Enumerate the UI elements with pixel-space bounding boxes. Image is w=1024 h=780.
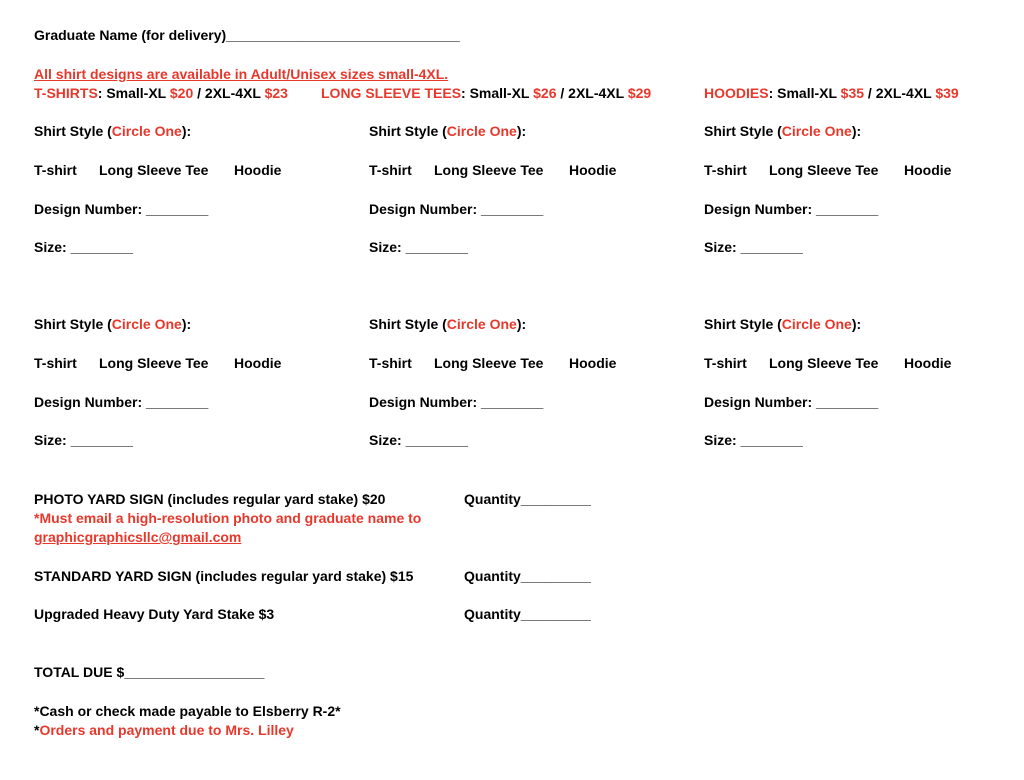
pricing-longsleeve xyxy=(321,85,651,102)
graduate-name-field: Graduate Name (for delivery)______________________________ xyxy=(34,27,460,43)
shirt-option-longsleeve[interactable]: Long Sleeve Tee xyxy=(434,355,544,371)
style-suffix: ): xyxy=(516,316,527,332)
tshirts-small-label: : Small-XL xyxy=(97,85,170,101)
style-circle: Circle One xyxy=(446,316,517,332)
style-prefix: Shirt Style ( xyxy=(34,123,112,139)
style-prefix: Shirt Style ( xyxy=(704,123,782,139)
style-suffix: ): xyxy=(181,123,192,139)
shirt-option-hoodie[interactable]: Hoodie xyxy=(569,162,617,178)
longsleeve-big-price: $29 xyxy=(627,85,652,101)
email-link[interactable]: graphicgraphicsllc@gmail.com xyxy=(34,529,242,545)
size-field: Size: ________ xyxy=(369,239,468,255)
size-field: Size: ________ xyxy=(704,432,803,448)
pricing-tshirts xyxy=(34,85,288,102)
size-field: Size: ________ xyxy=(34,432,133,448)
due-text: Orders and payment due to Mrs. Lilley xyxy=(39,722,294,738)
photo-yard-sign-quantity: Quantity_________ xyxy=(464,491,591,507)
design-number-field: Design Number: ________ xyxy=(369,201,544,217)
style-suffix: ): xyxy=(851,316,862,332)
shirt-option-hoodie[interactable]: Hoodie xyxy=(904,162,952,178)
hoodies-big-price: $39 xyxy=(935,85,959,101)
shirt-option-longsleeve[interactable]: Long Sleeve Tee xyxy=(769,162,879,178)
pricing-hoodies xyxy=(704,85,959,102)
style-prefix: Shirt Style ( xyxy=(369,316,447,332)
style-circle: Circle One xyxy=(111,123,182,139)
photo-yard-sign-label: PHOTO YARD SIGN (includes regular yard stake) $20 xyxy=(34,491,386,507)
style-prefix: Shirt Style ( xyxy=(704,316,782,332)
shirt-option-hoodie[interactable]: Hoodie xyxy=(569,355,617,371)
style-circle: Circle One xyxy=(446,123,517,139)
tshirts-big-price: $23 xyxy=(264,85,288,101)
hoodies-name: HOODIES xyxy=(704,85,769,101)
design-number-field: Design Number: ________ xyxy=(34,201,209,217)
shirt-option-hoodie[interactable]: Hoodie xyxy=(234,162,282,178)
size-field: Size: ________ xyxy=(34,239,133,255)
shirt-style-label xyxy=(369,123,526,140)
shirt-option-tshirt[interactable]: T-shirt xyxy=(34,355,77,371)
size-field: Size: ________ xyxy=(704,239,803,255)
hoodies-sep: / 2XL-4XL xyxy=(864,85,936,101)
size-field: Size: ________ xyxy=(369,432,468,448)
shirt-option-tshirt[interactable]: T-shirt xyxy=(704,162,747,178)
availability-note: All shirt designs are available in Adult/Unisex sizes small-4XL. xyxy=(34,66,449,82)
shirt-option-longsleeve[interactable]: Long Sleeve Tee xyxy=(769,355,879,371)
style-prefix: Shirt Style ( xyxy=(34,316,112,332)
heavy-duty-stake-label: Upgraded Heavy Duty Yard Stake $3 xyxy=(34,606,275,622)
shirt-option-hoodie[interactable]: Hoodie xyxy=(234,355,282,371)
photo-email-note: *Must email a high-resolution photo and graduate name to xyxy=(34,510,422,526)
shirt-option-longsleeve[interactable]: Long Sleeve Tee xyxy=(434,162,544,178)
shirt-style-label xyxy=(34,316,191,333)
style-circle: Circle One xyxy=(781,123,852,139)
due-star: * xyxy=(34,722,40,738)
payment-note: *Cash or check made payable to Elsberry R-2* xyxy=(34,703,341,719)
heavy-duty-stake-quantity: Quantity_________ xyxy=(464,606,591,622)
total-due: TOTAL DUE $__________________ xyxy=(34,664,265,680)
style-suffix: ): xyxy=(851,123,862,139)
longsleeve-name: LONG SLEEVE TEES xyxy=(321,85,462,101)
shirt-style-label xyxy=(34,123,191,140)
shirt-option-hoodie[interactable]: Hoodie xyxy=(904,355,952,371)
tshirts-sep: / 2XL-4XL xyxy=(193,85,265,101)
longsleeve-small-price: $26 xyxy=(533,85,557,101)
hoodies-small-price: $35 xyxy=(840,85,865,101)
due-note xyxy=(34,722,294,739)
hoodies-small-label: : Small-XL xyxy=(768,85,841,101)
standard-yard-sign-label: STANDARD YARD SIGN (includes regular yard stake) $15 xyxy=(34,568,414,584)
longsleeve-small-label: : Small-XL xyxy=(461,85,534,101)
design-number-field: Design Number: ________ xyxy=(704,394,879,410)
style-circle: Circle One xyxy=(781,316,852,332)
style-circle: Circle One xyxy=(111,316,182,332)
shirt-option-tshirt[interactable]: T-shirt xyxy=(369,355,412,371)
standard-yard-sign-quantity: Quantity_________ xyxy=(464,568,591,584)
style-prefix: Shirt Style ( xyxy=(369,123,447,139)
shirt-option-longsleeve[interactable]: Long Sleeve Tee xyxy=(99,355,209,371)
shirt-style-label xyxy=(369,316,526,333)
design-number-field: Design Number: ________ xyxy=(34,394,209,410)
design-number-field: Design Number: ________ xyxy=(704,201,879,217)
shirt-option-tshirt[interactable]: T-shirt xyxy=(34,162,77,178)
shirt-option-longsleeve[interactable]: Long Sleeve Tee xyxy=(99,162,209,178)
shirt-style-label xyxy=(704,316,861,333)
style-suffix: ): xyxy=(516,123,527,139)
shirt-option-tshirt[interactable]: T-shirt xyxy=(369,162,412,178)
shirt-style-label xyxy=(704,123,861,140)
shirt-option-tshirt[interactable]: T-shirt xyxy=(704,355,747,371)
design-number-field: Design Number: ________ xyxy=(369,394,544,410)
tshirts-name: T-SHIRTS xyxy=(34,85,98,101)
tshirts-small-price: $20 xyxy=(169,85,194,101)
longsleeve-sep: / 2XL-4XL xyxy=(556,85,628,101)
style-suffix: ): xyxy=(181,316,192,332)
